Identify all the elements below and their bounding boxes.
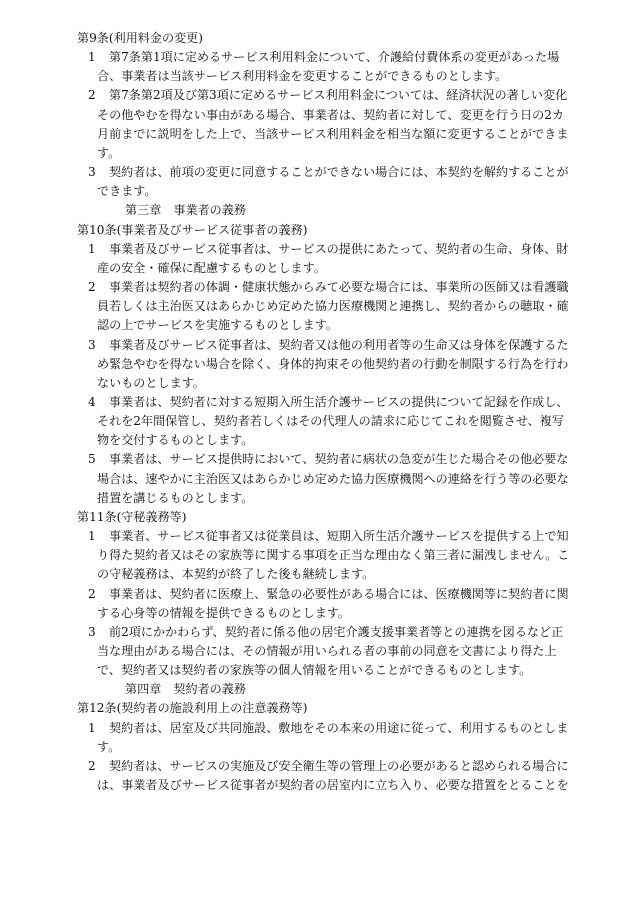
clause-item bbox=[77, 86, 600, 163]
clause-text-line: 契約者は、居室及び共同施設、敷地をその本来の用途に従って、利用するものとしま bbox=[109, 720, 569, 735]
clause-number: 2 bbox=[88, 280, 96, 295]
clause-item bbox=[77, 336, 600, 393]
clause-text-line: 事業者及びサービス従事者は、サービスの提供にあたって、契約者の生命、身体、財 bbox=[109, 241, 569, 256]
clause-text-line: 場合は、速やかに主治医又はあらかじめ定めた協力医療機関への連絡を行う等の必要な bbox=[97, 471, 569, 486]
clause-text-line: 事業者及びサービス従事者は、契約者又は他の利用者等の生命又は身体を保護するた bbox=[109, 337, 569, 352]
clause-number: 3 bbox=[88, 624, 96, 639]
clause-text-line: 産の安全・確保に配慮するものとします。 bbox=[97, 260, 326, 275]
clause-number: 3 bbox=[88, 165, 96, 180]
clause-text-line: で、契約者又は契約者の家族等の個人情報を用いることができるものとします。 bbox=[97, 663, 532, 678]
clause-number: 3 bbox=[88, 337, 96, 352]
clause-item bbox=[77, 163, 600, 201]
clause-text-line: は、事業者及びサービス従事者が契約者の居室内に立ち入り、必要な措置をとることを bbox=[97, 778, 569, 793]
clause-body bbox=[77, 757, 600, 795]
clause-body bbox=[77, 336, 600, 393]
clause-number: 1 bbox=[88, 241, 96, 256]
clause-item bbox=[77, 585, 600, 623]
clause-item bbox=[77, 240, 600, 278]
clause-number: 2 bbox=[88, 88, 96, 103]
clause-body bbox=[77, 393, 600, 450]
clause-text-line: り得た契約者又はその家族等に関する事項を正当な理由なく第三者に漏洩しません。こ bbox=[97, 548, 570, 563]
clause-body bbox=[77, 450, 600, 507]
article-heading: 第12条(契約者の施設利用上の注意義務等) bbox=[77, 701, 308, 716]
clause-text-line: 契約者は、サービスの実施及び安全衛生等の管理上の必要があると認められる場合に bbox=[109, 758, 569, 773]
article-heading: 第11条(守秘義務等) bbox=[77, 509, 187, 524]
clause-item bbox=[77, 48, 600, 86]
clause-number: 2 bbox=[88, 758, 96, 773]
clause-number: 1 bbox=[88, 720, 96, 735]
clause-text-line: 事業者は、契約者に医療上、緊急の必要性がある場合には、医療機関等に契約者に関 bbox=[109, 586, 569, 601]
clause-text-line: 第7条第1項に定めるサービス利用料金について、介護給付費体系の変更があった場 bbox=[109, 50, 560, 65]
clause-text-line: ないものとします。 bbox=[97, 375, 205, 390]
clause-item bbox=[77, 450, 600, 507]
clause-text-line: その他やむを得ない事由がある場合、事業者は、契約者に対して、変更を行う日の2カ bbox=[97, 107, 565, 122]
clause-item bbox=[77, 393, 600, 450]
clause-body bbox=[77, 719, 600, 757]
clause-text-line: 員若しくは主治医又はあらかじめ定めた協力医療機関と連携し、契約者からの聴取・確 bbox=[97, 299, 569, 314]
clause-text-line: 事業者は契約者の体調・健康状態からみて必要な場合には、事業所の医師又は看護職 bbox=[109, 280, 569, 295]
clause-text-line: 当な理由がある場合には、その情報が用いられる者の事前の同意を文書により得た上 bbox=[97, 644, 557, 658]
clause-item bbox=[77, 278, 600, 335]
clause-text-line: する心身等の情報を提供できるものとします。 bbox=[97, 605, 351, 620]
clause-body bbox=[77, 278, 600, 335]
clause-text-line: 事業者は、サービス提供時において、契約者に病状の急変が生じた場合その他必要な bbox=[109, 452, 569, 467]
clause-text-line: 第7条第2項及び第3項に定めるサービス利用料金については、経済状況の著しい変化 bbox=[109, 88, 568, 103]
clause-text-line: め緊急やむを得ない場合を除く、身体的拘束その他契約者の行動を制限する行為を行わ bbox=[97, 356, 569, 371]
clause-body bbox=[77, 240, 600, 278]
clause-text-line: 事業者、サービス従事者又は従業員は、短期入所生活介護サービスを提供する上で知 bbox=[109, 529, 569, 544]
clause-text-line: 措置を講じるものとします。 bbox=[97, 490, 254, 505]
clause-number: 1 bbox=[88, 50, 96, 65]
clause-body bbox=[77, 623, 600, 680]
clause-body bbox=[77, 86, 600, 163]
article-heading: 第10条(事業者及びサービス従事者の義務) bbox=[77, 222, 308, 237]
article-heading: 第9条(利用料金の変更) bbox=[77, 31, 203, 45]
clause-number: 2 bbox=[88, 586, 96, 601]
clause-body bbox=[77, 163, 600, 201]
clause-item bbox=[77, 757, 600, 795]
clause-body bbox=[77, 48, 600, 86]
clause-body bbox=[77, 585, 600, 623]
clause-item bbox=[77, 719, 600, 757]
clause-text-line: できます。 bbox=[97, 184, 157, 199]
clause-number: 5 bbox=[88, 452, 96, 467]
clause-text-line: す。 bbox=[97, 145, 121, 160]
clause-text-line: 月前までに説明をした上で、当該サービス利用料金を相当な額に変更することができま bbox=[97, 126, 569, 141]
clause-text-line: 契約者は、前項の変更に同意することができない場合には、本契約を解約することが bbox=[109, 165, 569, 180]
clause-text-line: 合、事業者は当該サービス利用料金を変更することができるものとします。 bbox=[97, 69, 508, 84]
clause-item bbox=[77, 527, 600, 584]
clause-body bbox=[77, 527, 600, 584]
chapter-heading: 第三章 事業者の義務 bbox=[125, 203, 246, 218]
clause-number: 1 bbox=[88, 529, 96, 544]
clause-text-line: 認の上でサービスを実施するものとします。 bbox=[97, 318, 338, 333]
clause-text-line: 事業者は、契約者に対する短期入所生活介護サービスの提供について記録を作成し、 bbox=[109, 394, 569, 409]
clause-text-line: の守秘義務は、本契約が終了した後も継続します。 bbox=[97, 567, 375, 582]
clause-text-line: 前2項にかかわらず、契約者に係る他の居宅介護支援事業者等との連携を図るなど正 bbox=[109, 624, 564, 639]
clause-item bbox=[77, 623, 600, 680]
clause-text-line: それを2年間保管し、契約者若しくはその代理人の請求に応じてこれを閲覧させ、複写 bbox=[97, 414, 564, 429]
clause-number: 4 bbox=[88, 394, 96, 409]
clause-text-line: す。 bbox=[97, 739, 121, 754]
clause-text-line: 物を交付するものとします。 bbox=[97, 433, 254, 448]
chapter-heading: 第四章 契約者の義務 bbox=[125, 682, 246, 697]
